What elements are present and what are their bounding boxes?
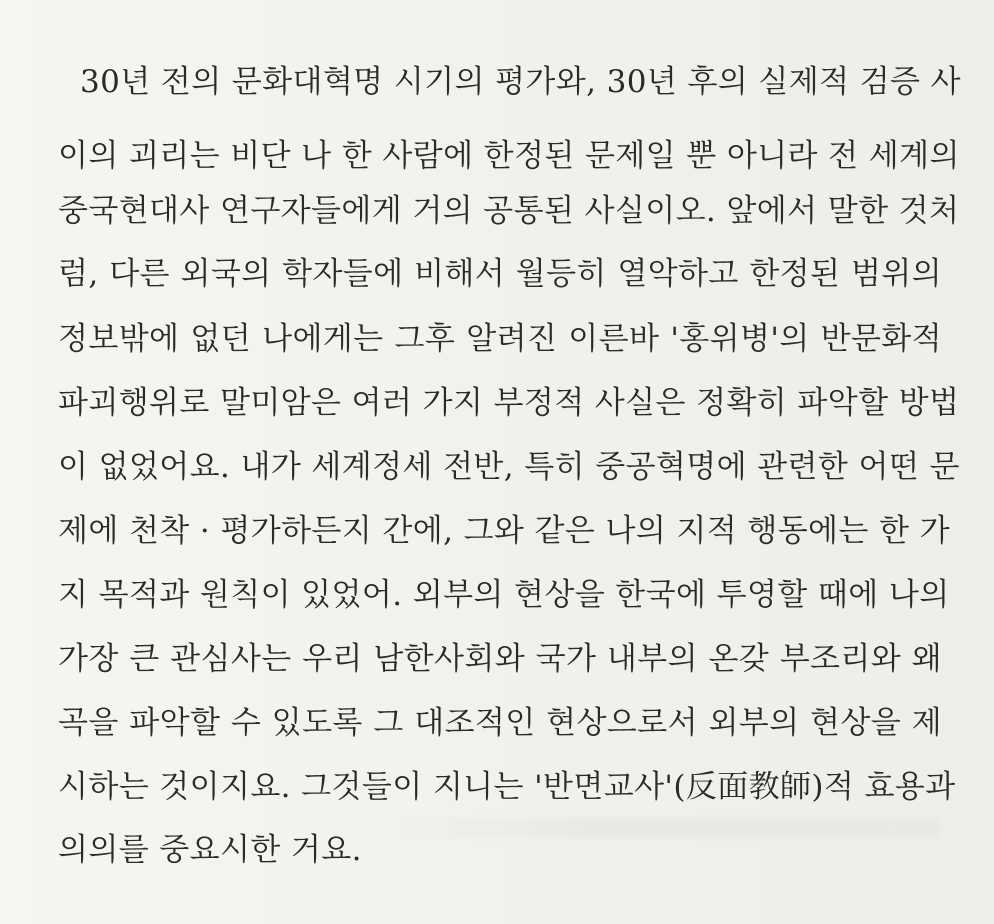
text-line-4: 럼, 다른 외국의 학자들에 비해서 월등히 열악하고 한정된 범위의 (58, 256, 942, 292)
text-line-2: 이의 괴리는 비단 나 한 사람에 한정된 문제일 뿐 아니라 전 세계의 (58, 138, 960, 174)
text-line-7: 이 없었어요. 내가 세계정세 전반, 특히 중공혁명에 관련한 어떤 문 (58, 449, 960, 485)
text-line-6: 파괴행위로 말미암은 여러 가지 부정적 사실은 정확히 파악할 방법 (58, 385, 960, 421)
text-line-8: 제에 천착 · 평가하든지 간에, 그와 같은 나의 지적 행동에는 한 가 (58, 513, 950, 549)
text-line-1: 30년 전의 문화대혁명 시기의 평가와, 30년 후의 실제적 검증 사 (80, 64, 961, 100)
text-line-12: 시하는 것이지요. 그것들이 지니는 '반면교사'(反面教師)적 효용과 (58, 769, 956, 805)
text-line-11: 곡을 파악할 수 있도록 그 대조적인 현상으로서 외부의 현상을 제 (58, 705, 942, 741)
text-line-3: 중국현대사 연구자들에게 거의 공통된 사실이오. 앞에서 말한 것처 (58, 193, 960, 229)
text-line-5: 정보밖에 없던 나에게는 그후 알려진 이른바 '홍위병'의 반문화적 (58, 321, 942, 357)
text-line-9: 지 목적과 원칙이 있었어. 외부의 현상을 한국에 투영할 때에 나의 (58, 577, 950, 613)
text-line-13: 의의를 중요시한 거요. (58, 832, 362, 868)
text-line-10: 가장 큰 관심사는 우리 남한사회와 국가 내부의 온갖 부조리와 왜 (58, 641, 942, 677)
